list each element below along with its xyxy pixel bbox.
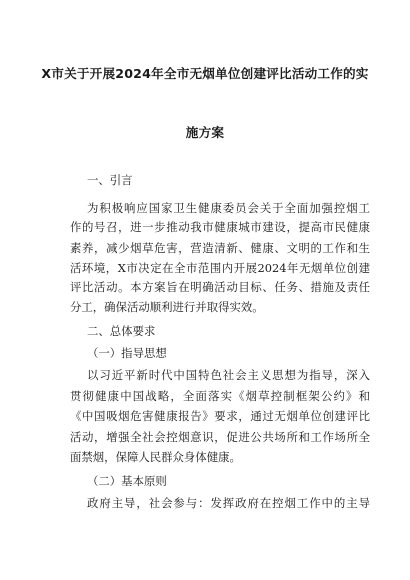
paragraph-line: 面禁烟，保障人民群众身体健康。 <box>70 450 241 464</box>
section-2-heading: 二、总体要求 <box>87 324 156 338</box>
document-title-line-1: X市关于开展2024年全市无烟单位创建评比活动工作的实 <box>41 66 369 81</box>
paragraph-line: 作的号召，进一步推动我市健康城市建设，提高市民健康 <box>70 220 370 234</box>
subsection-2-heading: （二）基本原则 <box>87 474 167 488</box>
paragraph-line: 《中国吸烟危害健康报告》要求，通过无烟单位创建评比 <box>70 409 370 423</box>
paragraph-line: 活动，增强全社会控烟意识，促进公共场所和工作场所全 <box>70 430 370 444</box>
document-title-line-2: 施方案 <box>185 125 225 140</box>
paragraph-line: 分工，确保活动顺利进行并取得实效。 <box>70 300 264 314</box>
paragraph-line: 评比活动。本方案旨在明确活动目标、任务、措施及责任 <box>70 280 370 294</box>
paragraph-line: 为积极响应国家卫生健康委员会关于全面加强控烟工 <box>87 201 370 215</box>
paragraph-line: 贯彻健康中国战略，全面落实《烟草控制框架公约》和 <box>70 389 370 403</box>
paragraph-line: 以习近平新时代中国特色社会主义思想为指导，深入 <box>87 368 370 382</box>
section-1-heading: 一、引言 <box>87 173 133 187</box>
paragraph-line: 素养，减少烟草危害，营造清新、健康、文明的工作和生 <box>70 241 370 255</box>
paragraph-line: 活环境，X市决定在全市范围内开展2024年无烟单位创建 <box>70 261 370 275</box>
paragraph-line: 政府主导，社会参与：发挥政府在控烟工作中的主导 <box>87 496 370 510</box>
subsection-1-heading: （一）指导思想 <box>87 346 167 360</box>
